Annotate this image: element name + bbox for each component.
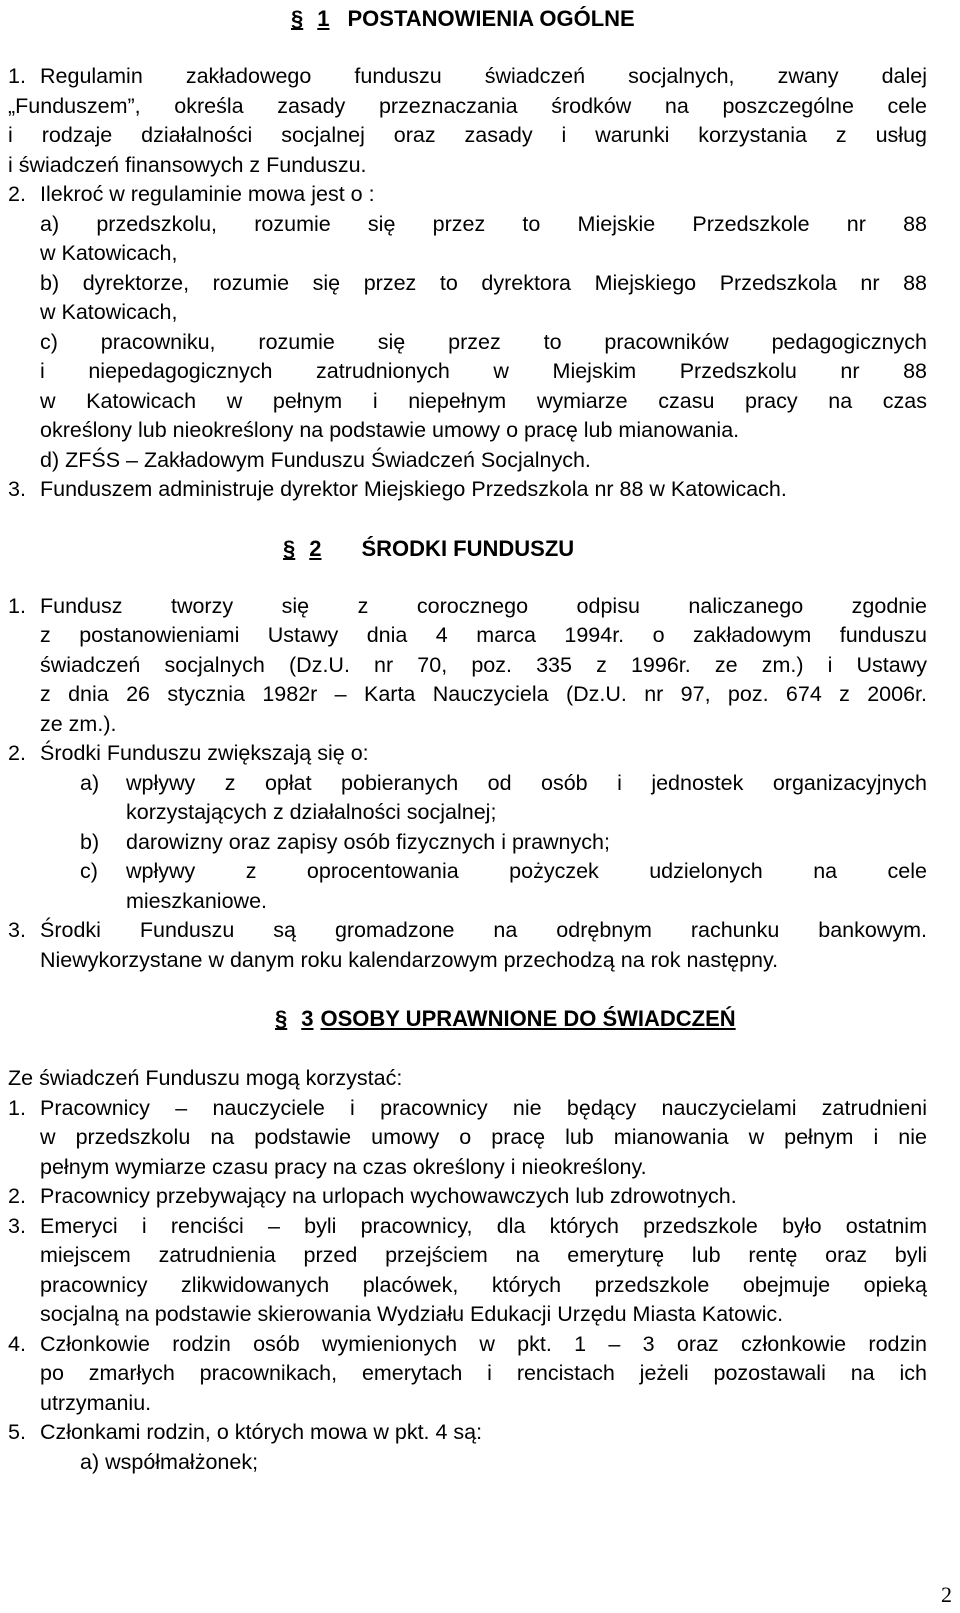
section-symbol: § — [275, 1006, 288, 1031]
s3-p1-line: Pracownicy – nauczyciele i pracownicy nie będący nauczycielami zatrudnieni — [40, 1096, 927, 1120]
s1-p2-item-a-cont: w Katowicach, — [40, 241, 178, 265]
s1-p3-text: Funduszem administruje dyrektor Miejskiego Przedszkola nr 88 w Katowicach. — [40, 477, 787, 501]
s2-p2-item-b: darowizny oraz zapisy osób fizycznych i prawnych; — [126, 830, 610, 854]
s2-p2-item-c-label: c) — [80, 859, 98, 883]
s2-p1-number: 1. — [8, 594, 26, 618]
s2-p3-line: Niewykorzystane w danym roku kalendarzowym przechodzą na rok następny. — [40, 948, 779, 972]
section-1-heading — [291, 6, 635, 32]
s2-p2-item-c-cont: mieszkaniowe. — [126, 889, 267, 913]
s1-p1-line: Regulamin zakładowego funduszu świadczeń socjalnych, zwany dalej — [40, 64, 927, 88]
s1-p2-item-c-cont: i niepedagogicznych zatrudnionych w Miejskim Przedszkolu nr 88 — [40, 359, 927, 383]
s3-p4-line: Członkowie rodzin osób wymienionych w pkt. 1 – 3 oraz członkowie rodzin — [40, 1332, 927, 1356]
s3-p4-line: po zmarłych pracownikach, emerytach i rencistach jeżeli pozostawali na ich — [40, 1361, 927, 1385]
s1-p2-item-a: a) przedszkolu, rozumie się przez to Miejskie Przedszkole nr 88 — [40, 212, 927, 236]
page-number: 2 — [941, 1582, 952, 1607]
s2-p2-item-a-label: a) — [80, 771, 100, 795]
s1-p1-line: i rodzaje działalności socjalnej oraz zasady i warunki korzystania z usług — [8, 123, 927, 147]
section-2-heading — [283, 536, 574, 562]
s1-p2-number: 2. — [8, 182, 26, 206]
s2-p2-number: 2. — [8, 741, 26, 765]
s1-p1-number: 1. — [8, 64, 26, 88]
s3-p3-line: miejscem zatrudnienia przed przejściem na emeryturę lub rentę oraz byli — [40, 1243, 927, 1267]
section-title: OSOBY UPRAWNIONE DO ŚWIADCZEŃ — [320, 1006, 736, 1031]
s3-p2-number: 2. — [8, 1184, 26, 1208]
s3-p3-number: 3. — [8, 1214, 26, 1238]
s3-p3-line: socjalną na podstawie skierowania Wydziału Edukacji Urzędu Miasta Katowic. — [40, 1302, 784, 1326]
s3-p4-number: 4. — [8, 1332, 26, 1356]
section-symbol: § — [283, 536, 296, 561]
s1-p2-item-d: d) ZFŚS – Zakładowym Funduszu Świadczeń Socjalnych. — [40, 448, 591, 472]
s2-p2-item-c: wpływy z oprocentowania pożyczek udzielonych na cele — [126, 859, 927, 883]
s2-p1-line: świadczeń socjalnych (Dz.U. nr 70, poz. 335 z 1996r. ze zm.) i Ustawy — [40, 653, 927, 677]
s3-p1-line: pełnym wymiarze czasu pracy na czas określony i nieokreślony. — [40, 1155, 647, 1179]
s1-p2-item-c-cont: w Katowicach w pełnym i niepełnym wymiarze czasu pracy na czas — [40, 389, 927, 413]
s2-p1-line: z dnia 26 stycznia 1982r – Karta Nauczyciela (Dz.U. nr 97, poz. 674 z 2006r. — [40, 682, 927, 706]
s2-p2-item-a-cont: korzystających z działalności socjalnej; — [126, 800, 497, 824]
s3-p3-line: pracownicy zlikwidowanych placówek, których przedszkole obejmuje opieką — [40, 1273, 927, 1297]
section-number: 2 — [309, 536, 322, 561]
s3-p4-line: utrzymaniu. — [40, 1391, 152, 1415]
s3-p5-text: Członkami rodzin, o których mowa w pkt. 4 są: — [40, 1420, 483, 1444]
s2-p2-item-b-label: b) — [80, 830, 100, 854]
s2-p1-line: ze zm.). — [40, 712, 117, 736]
s1-p2-intro: Ilekroć w regulaminie mowa jest o : — [40, 182, 375, 206]
s3-intro: Ze świadczeń Funduszu mogą korzystać: — [8, 1066, 403, 1090]
s3-p1-number: 1. — [8, 1096, 26, 1120]
section-3-heading — [275, 1006, 736, 1032]
s1-p1-line: „Funduszem”, określa zasady przeznaczania środków na poszczególne cele — [8, 94, 927, 118]
s2-p1-line: Fundusz tworzy się z corocznego odpisu naliczanego zgodnie — [40, 594, 927, 618]
s3-p5-number: 5. — [8, 1420, 26, 1444]
section-number: 3 — [301, 1006, 314, 1031]
section-number: 1 — [317, 6, 330, 31]
section-symbol: § — [291, 6, 304, 31]
s1-p2-item-c-cont: określony lub nieokreślony na podstawie umowy o pracę lub mianowania. — [40, 418, 740, 442]
s1-p2-item-c: c) pracowniku, rozumie się przez to pracowników pedagogicznych — [40, 330, 927, 354]
s3-p1-line: w przedszkolu na podstawie umowy o pracę lub mianowania w pełnym i nie — [40, 1125, 927, 1149]
s2-p3-number: 3. — [8, 918, 26, 942]
s3-p2-text: Pracownicy przebywający na urlopach wychowawczych lub zdrowotnych. — [40, 1184, 737, 1208]
s1-p2-item-b: b) dyrektorze, rozumie się przez to dyrektora Miejskiego Przedszkola nr 88 — [40, 271, 927, 295]
s1-p2-item-b-cont: w Katowicach, — [40, 300, 178, 324]
s2-p1-line: z postanowieniami Ustawy dnia 4 marca 1994r. o zakładowym funduszu — [40, 623, 927, 647]
s2-p3-line: Środki Funduszu są gromadzone na odrębnym rachunku bankowym. — [40, 918, 927, 942]
section-title: POSTANOWIENIA OGÓLNE — [347, 6, 635, 31]
s1-p3-number: 3. — [8, 477, 26, 501]
s2-p2-intro: Środki Funduszu zwiększają się o: — [40, 741, 369, 765]
s1-p1-line: i świadczeń finansowych z Funduszu. — [8, 153, 367, 177]
s2-p2-item-a: wpływy z opłat pobieranych od osób i jednostek organizacyjnych — [126, 771, 927, 795]
s3-p3-line: Emeryci i renciści – byli pracownicy, dla których przedszkole było ostatnim — [40, 1214, 927, 1238]
s3-p5-item-a: a) współmałżonek; — [80, 1450, 259, 1474]
section-title: ŚRODKI FUNDUSZU — [361, 536, 575, 561]
